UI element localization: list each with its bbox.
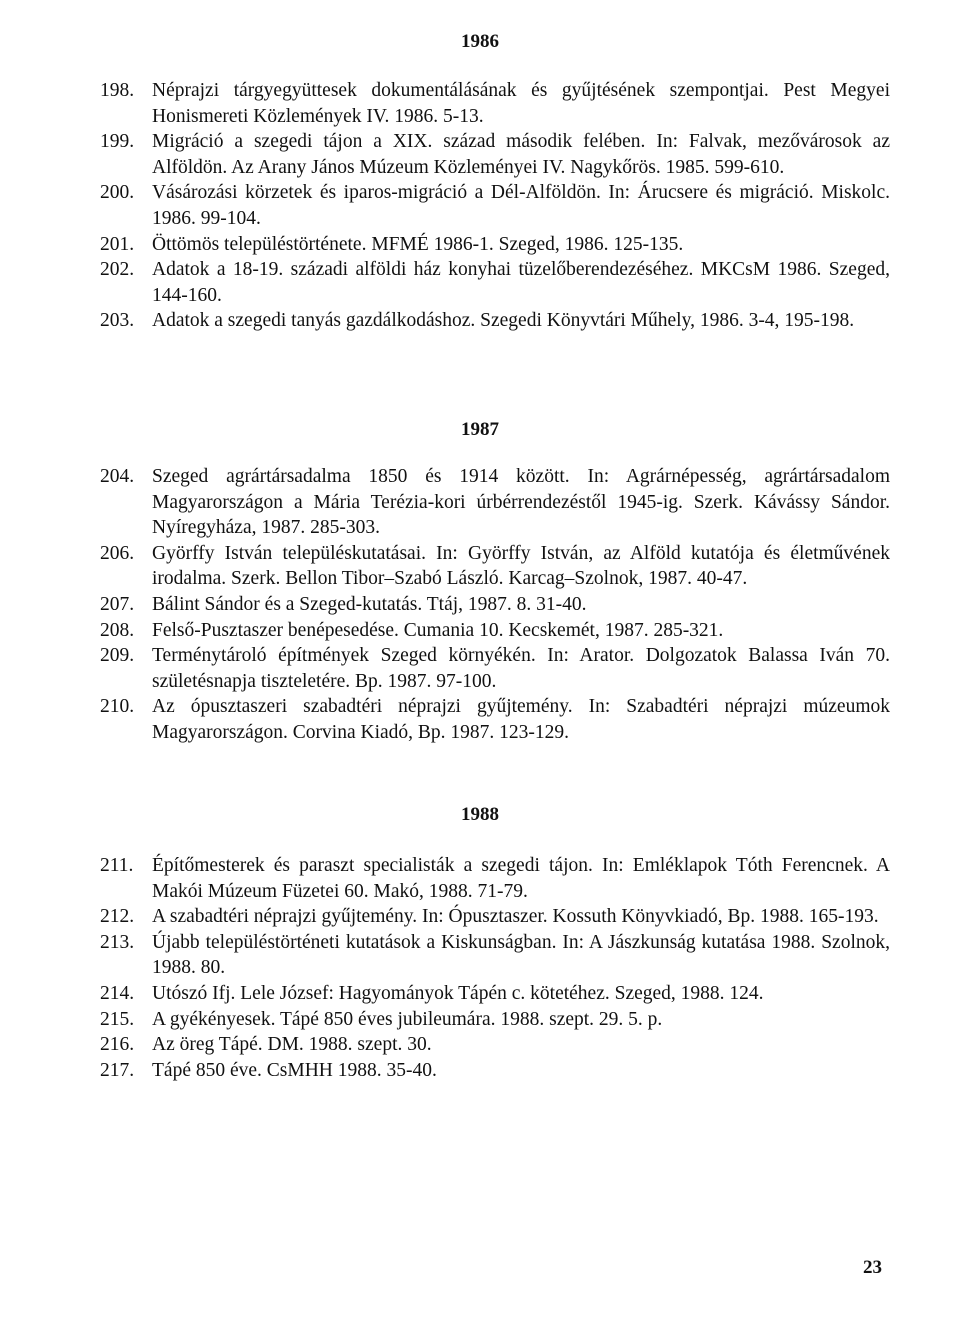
entry-text: Györffy István településkutatásai. In: Györffy István, az Alföld kutatója és életművének irodalma. Szerk. Bellon Tibor–Szabó László. Karcag–Szolnok, 1987. 40-47. xyxy=(152,542,890,590)
entry-text: Felső-Pusztaszer benépesedése. Cumania 10. Kecskemét, 1987. 285-321. xyxy=(152,619,724,641)
entry-number: 201. xyxy=(100,233,135,255)
entry-text: Adatok a 18-19. századi alföldi ház konyhai tüzelőberendezéséhez. MKCsM 1986. Szeged, 144-160. xyxy=(152,259,890,306)
entry-number: 199. xyxy=(100,131,135,153)
entry-list-1987 xyxy=(100,464,890,746)
entry-number: 202. xyxy=(100,259,135,281)
bibliography-entry xyxy=(100,694,890,745)
year-heading-1988: 1988 xyxy=(461,804,499,825)
bibliography-entry xyxy=(100,643,890,694)
bibliography-entry xyxy=(100,78,890,129)
entry-number: 209. xyxy=(100,645,135,667)
entry-number: 212. xyxy=(100,906,135,928)
bibliography-entry xyxy=(100,1007,890,1033)
entry-text: Öttömös településtörténete. MFMÉ 1986-1. Szeged, 1986. 125-135. xyxy=(152,233,684,255)
year-heading-1986: 1986 xyxy=(461,31,499,52)
entry-text: Építőmesterek és paraszt specialisták a szegedi tájon. In: Emléklapok Tóth Ferencnek. A Makói Múzeum Füzetei 60. Makó, 1988. 71-79. xyxy=(152,855,890,902)
bibliography-entry xyxy=(100,904,890,930)
entry-text: Migráció a szegedi tájon a XIX. század második felében. In: Falvak, mezővárosok az Alföldön. Az Arany János Múzeum Közleményei IV. Nagykőrös. 1985. 599-610. xyxy=(152,131,890,178)
entry-number: 216. xyxy=(100,1034,135,1056)
entry-text: Tápé 850 éve. CsMHH 1988. 35-40. xyxy=(152,1059,437,1081)
entry-list-1988 xyxy=(100,853,890,1083)
entry-number: 198. xyxy=(100,80,135,101)
entry-number: 217. xyxy=(100,1059,135,1081)
entry-text: Adatok a szegedi tanyás gazdálkodáshoz. Szegedi Könyvtári Műhely, 1986. 3-4, 195-198. xyxy=(152,310,855,332)
entry-number: 210. xyxy=(100,696,135,718)
bibliography-entry xyxy=(100,853,890,904)
bibliography-entry xyxy=(100,541,890,592)
entry-text: Szeged agrártársadalma 1850 és 1914 között. In: Agrárnépesség, agrártársadalom Magyarországon a Mária Terézia-kori úrbérrendezéstől 1945-ig. Szerk. Kávássy Sándor. Nyíregyháza, 1987. 285-303. xyxy=(152,466,890,539)
entry-text: Utószó Ifj. Lele József: Hagyományok Tápén c. kötetéhez. Szeged, 1988. 124. xyxy=(152,982,764,1004)
entry-number: 215. xyxy=(100,1008,135,1030)
bibliography-entry xyxy=(100,930,890,981)
entry-number: 214. xyxy=(100,982,135,1004)
entry-text: Újabb településtörténeti kutatások a Kiskunságban. In: A Jászkunság kutatása 1988. Szolnok, 1988. 80. xyxy=(152,931,890,979)
entry-text: A gyékényesek. Tápé 850 éves jubileumára. 1988. szept. 29. 5. p. xyxy=(152,1008,663,1030)
entry-number: 203. xyxy=(100,310,135,332)
entry-text: Néprajzi tárgyegyüttesek dokumentálásának és gyűjtésének szempontjai. Pest Megyei Honismereti Közlemények IV. 1986. 5-13. xyxy=(152,80,890,127)
year-heading-1987: 1987 xyxy=(461,419,499,440)
entry-text: Az ópusztaszeri szabadtéri néprajzi gyűjtemény. In: Szabadtéri néprajzi múzeumok Magyarországon. Corvina Kiadó, Bp. 1987. 123-129. xyxy=(152,696,890,743)
bibliography-entry xyxy=(100,1058,890,1084)
entry-number: 207. xyxy=(100,593,135,615)
entry-text: Bálint Sándor és a Szeged-kutatás. Ttáj, 1987. 8. 31-40. xyxy=(152,593,587,615)
entry-number: 204. xyxy=(100,466,135,487)
entry-text: Terménytároló építmények Szeged környékén. In: Arator. Dolgozatok Balassa Iván 70. születésnapja tiszteletére. Bp. 1987. 97-100. xyxy=(152,645,890,692)
bibliography-entry xyxy=(100,618,890,644)
entry-text: A szabadtéri néprajzi gyűjtemény. In: Ópusztaszer. Kossuth Könyvkiadó, Bp. 1988. 165-193. xyxy=(152,906,879,928)
entry-number: 206. xyxy=(100,542,135,564)
bibliography-entry xyxy=(100,129,890,180)
bibliography-entry xyxy=(100,592,890,618)
entry-text: Vásározási körzetek és iparos-migráció a Dél-Alföldön. In: Árucsere és migráció. Miskolc. 1986. 99-104. xyxy=(152,182,890,229)
entry-number: 213. xyxy=(100,931,135,953)
bibliography-entry xyxy=(100,464,890,541)
entry-number: 200. xyxy=(100,182,135,204)
entry-number: 211. xyxy=(100,855,134,876)
bibliography-entry xyxy=(100,1032,890,1058)
bibliography-entry xyxy=(100,308,890,334)
entry-number: 208. xyxy=(100,619,135,641)
bibliography-entry xyxy=(100,257,890,308)
bibliography-entry xyxy=(100,180,890,231)
bibliography-entry xyxy=(100,232,890,258)
entry-text: Az öreg Tápé. DM. 1988. szept. 30. xyxy=(152,1034,432,1056)
bibliography-entry xyxy=(100,981,890,1007)
entry-list-1986 xyxy=(100,78,890,334)
page-number: 23 xyxy=(863,1257,882,1278)
